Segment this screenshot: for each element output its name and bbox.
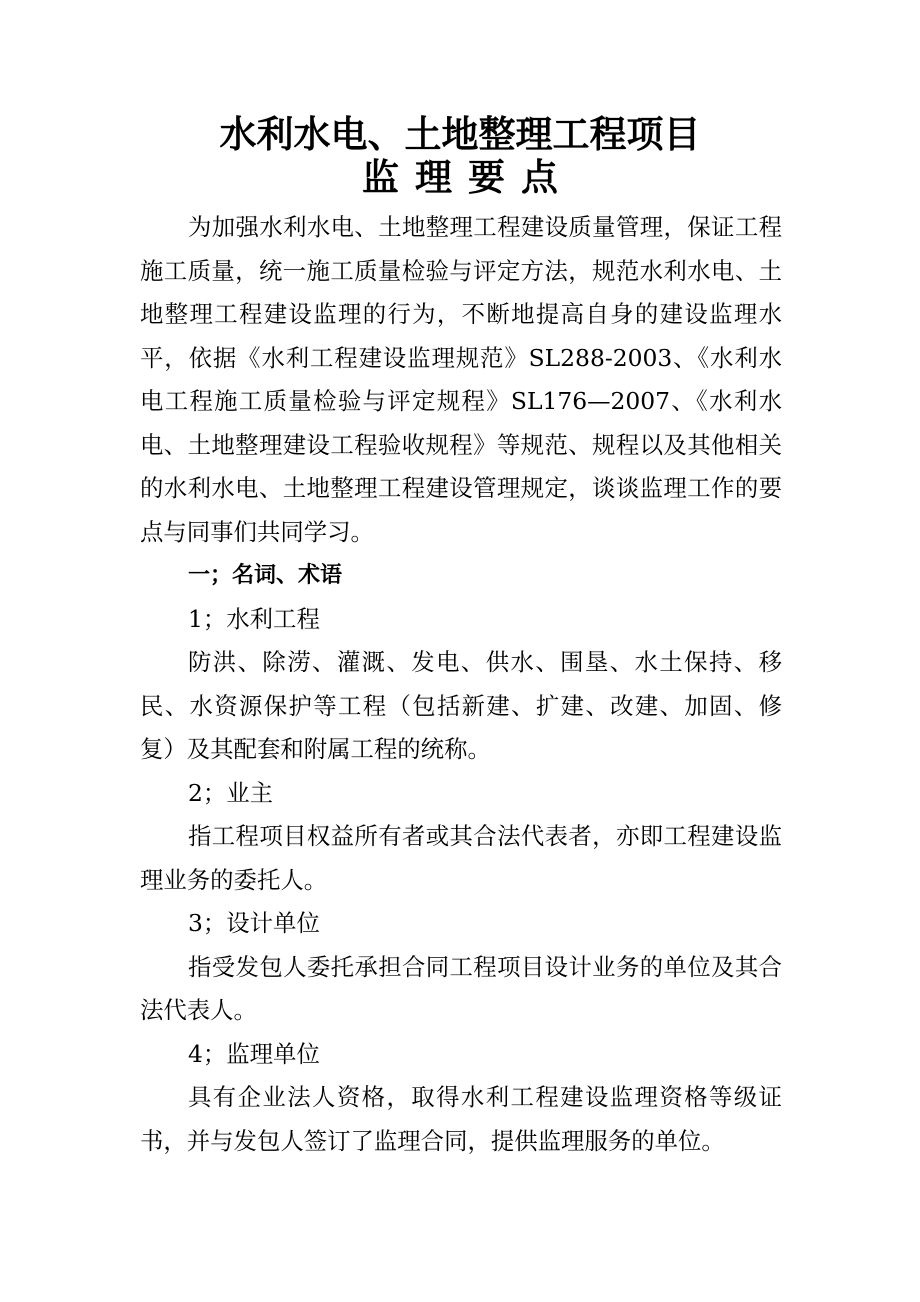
term-heading: 3；设计单位 (188, 909, 320, 937)
document-title: 水利水电、土地整理工程项目 (219, 113, 701, 156)
term-heading: 1；水利工程 (188, 604, 320, 633)
document-body (140, 206, 782, 1163)
term-definition: 指受发包人委托承担合同工程项目设计业务的单位及其合法代表人。 (140, 952, 782, 1024)
intro-paragraph: 为加强水利水电、土地整理工程建设质量管理，保证工程施工质量，统一施工质量检验与评定方法，规范水利水电、土地整理工程建设监理的行为，不断地提高自身的建设监理水平，依据《水利工程建设监理规范》SL288-2003、《水利水电工程施工质量检验与评定规程》SL176—2007、《水利水电、土地整理建设工程验收规程》等规范、规程以及其他相关的水利水电、土地整理工程建设管理规定，谈谈监理工作的要点与同事们共同学习。 (140, 213, 782, 546)
document-subtitle: 监理要点 (362, 156, 574, 199)
term-heading: 4；监理单位 (188, 1039, 320, 1068)
term-heading: 2；业主 (188, 778, 274, 807)
term-definition: 具有企业法人资格，取得水利工程建设监理资格等级证书，并与发包人签订了监理合同，提供监理服务的单位。 (140, 1083, 782, 1155)
term-definition: 指工程项目权益所有者或其合法代表者，亦即工程建设监理业务的委托人。 (140, 822, 782, 894)
section-heading: 一；名词、术语 (188, 563, 343, 588)
term-definition: 防洪、除涝、灌溉、发电、供水、围垦、水土保持、移民、水资源保护等工程（包括新建、扩建、改建、加固、修复）及其配套和附属工程的统称。 (140, 648, 782, 763)
